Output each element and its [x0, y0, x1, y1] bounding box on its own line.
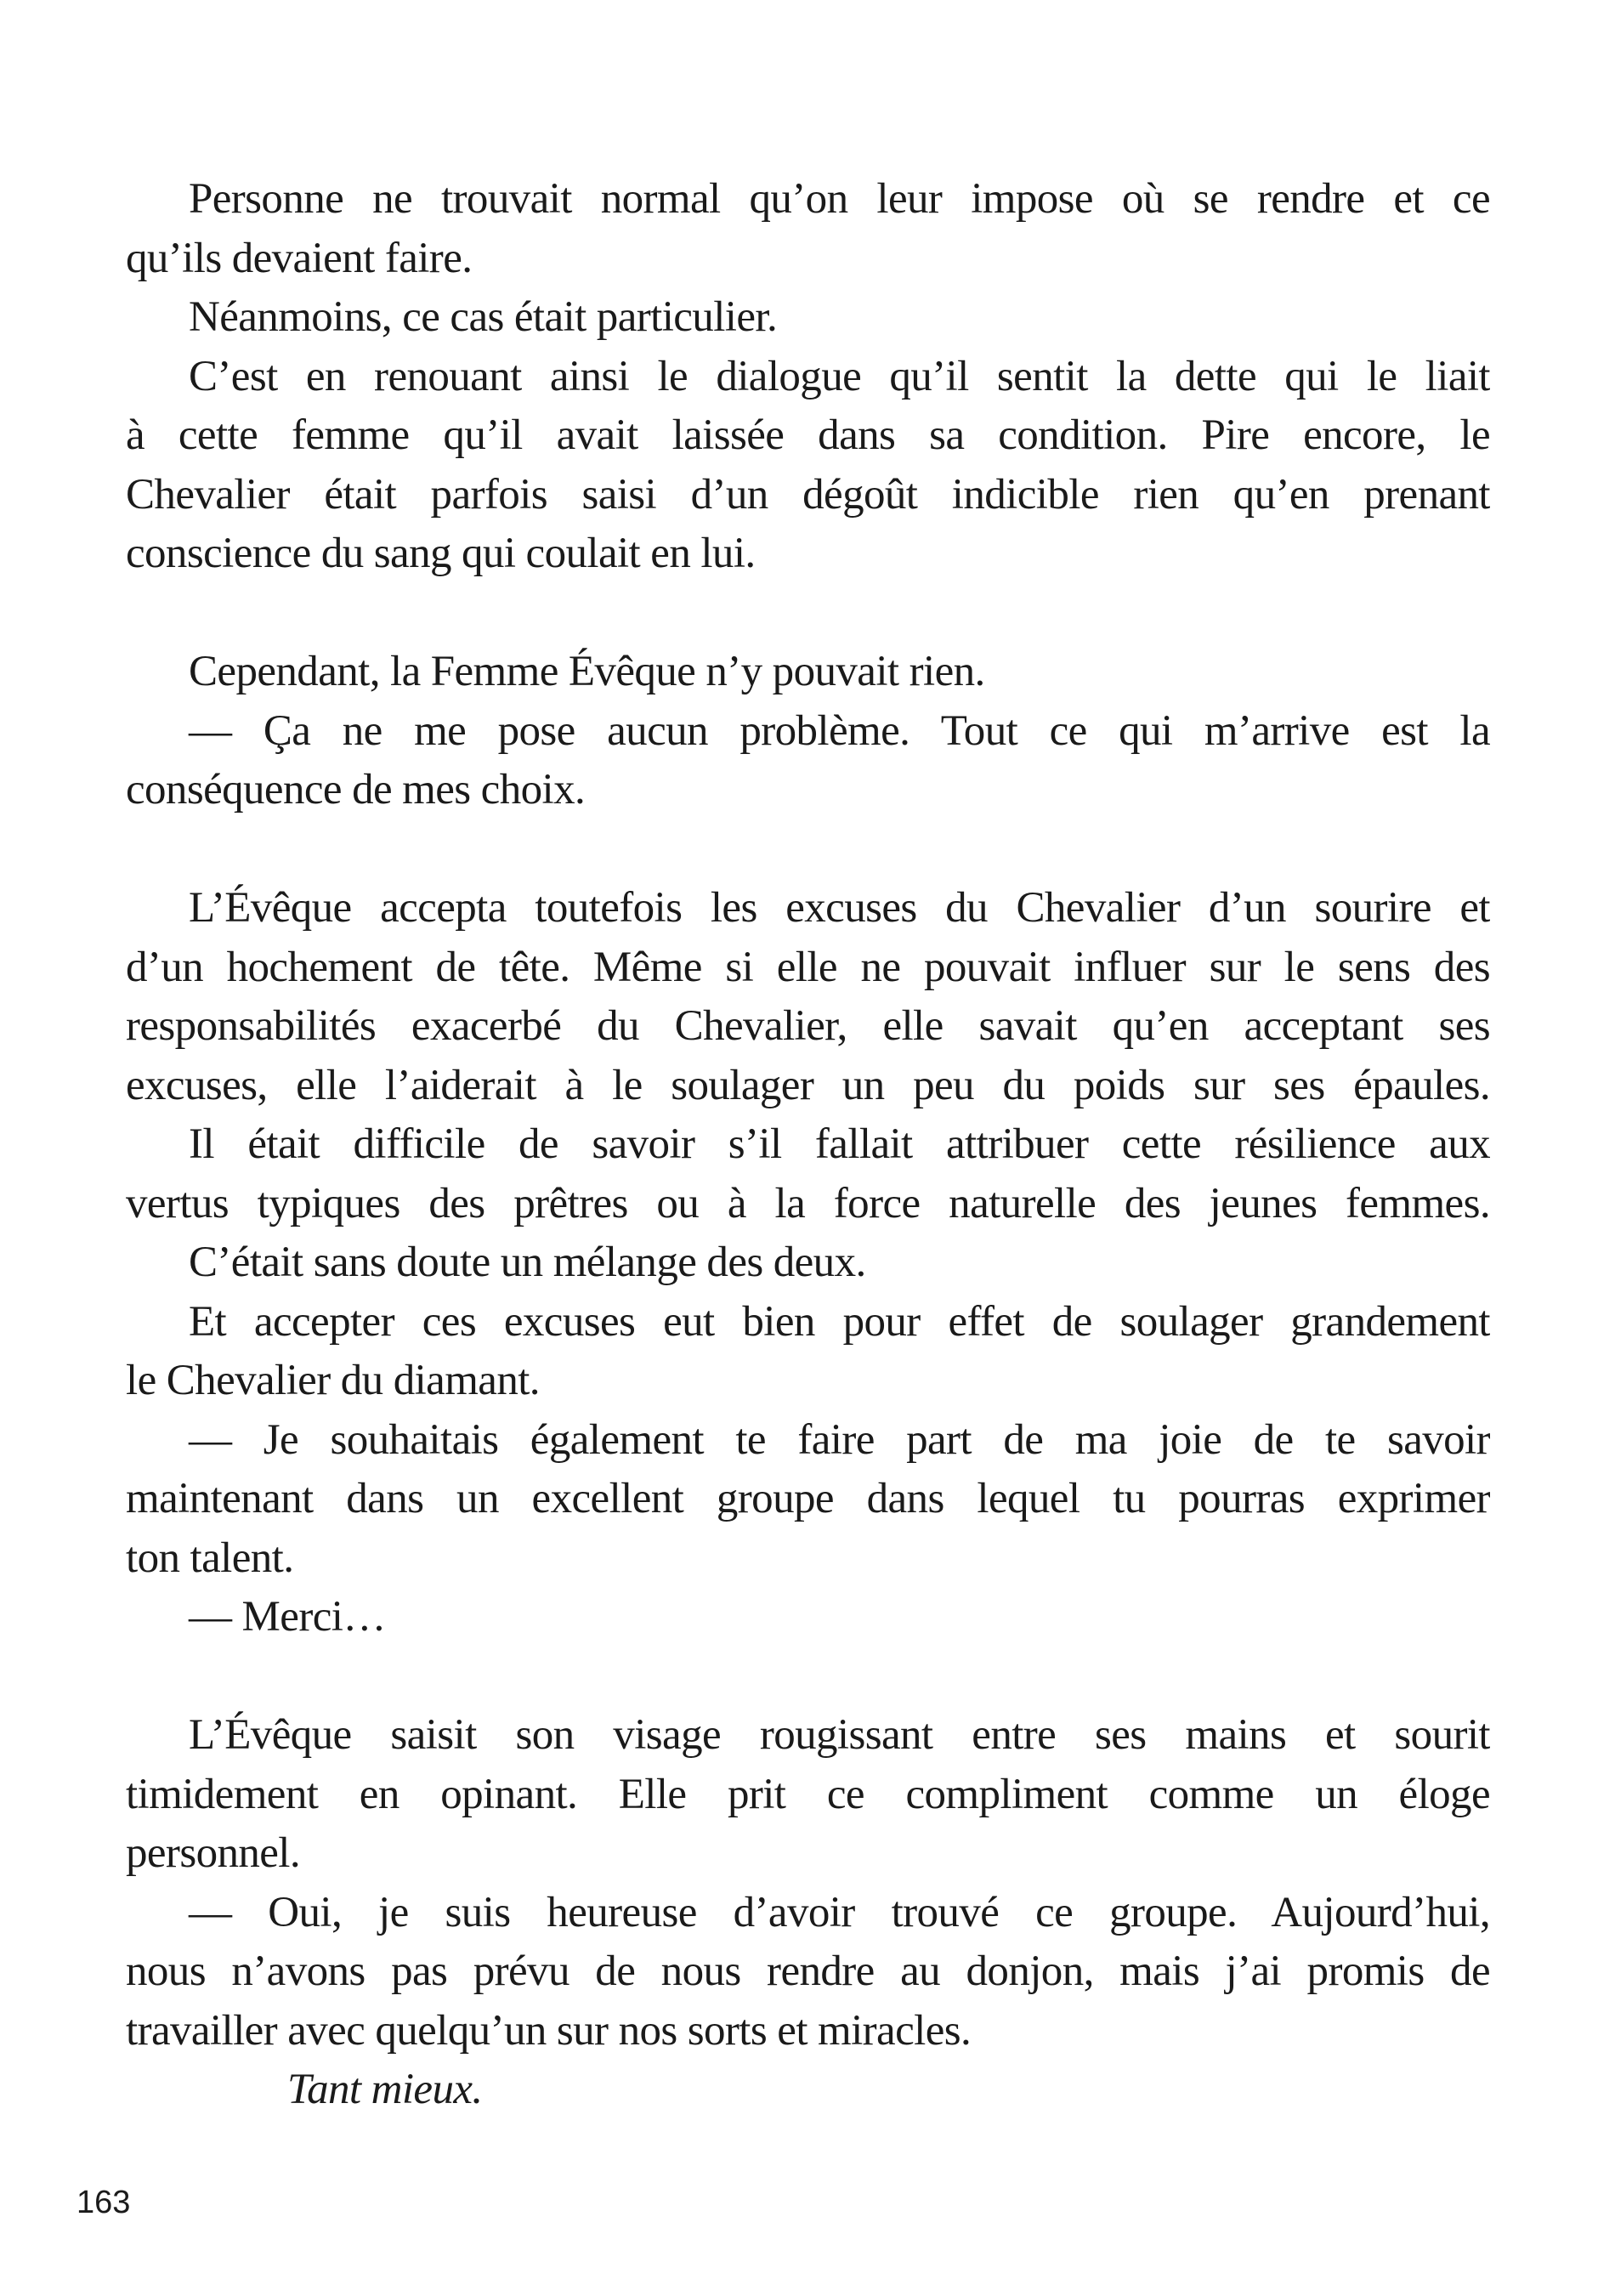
text-line: conséquence de mes choix.: [126, 766, 586, 814]
text-line: excuses, elle l’aiderait à le soulager un peu du poids sur ses épaules.: [126, 1061, 1490, 1109]
paragraph-gap: [126, 584, 1490, 643]
body-text: [126, 170, 1490, 2120]
text-line: le Chevalier du diamant.: [126, 1357, 540, 1404]
text-line: timidement en opinant. Elle prit ce compliment comme un éloge: [126, 1770, 1490, 1818]
text-line: Il était difficile de savoir s’il fallait attribuer cette résilience aux: [189, 1120, 1490, 1168]
text-line: maintenant dans un excellent groupe dans lequel tu pourras exprimer: [126, 1475, 1490, 1522]
text-line: à cette femme qu’il avait laissée dans sa condition. Pire encore, le: [126, 411, 1490, 459]
dialogue-line: — Oui, je suis heureuse d’avoir trouvé ce groupe. Aujourd’hui,: [189, 1888, 1490, 1936]
text-line: vertus typiques des prêtres ou à la force naturelle des jeunes femmes.: [126, 1179, 1490, 1227]
text-line: Cependant, la Femme Évêque n’y pouvait rien.: [189, 648, 985, 695]
text-line: Et accepter ces excuses eut bien pour effet de soulager grandement: [189, 1297, 1490, 1346]
text-line: travailler avec quelqu’un sur nos sorts et miracles.: [126, 2006, 972, 2055]
text-line: d’un hochement de tête. Même si elle ne pouvait influer sur le sens des: [126, 943, 1490, 991]
text-line: C’était sans doute un mélange des deux.: [189, 1239, 866, 1286]
paragraph-gap: [126, 820, 1490, 880]
text-line: Personne ne trouvait normal qu’on leur impose où se rendre et ce: [189, 175, 1490, 223]
text-line: qu’ils devaient faire.: [126, 234, 473, 282]
text-line: C’est en renouant ainsi le dialogue qu’il sentit la dette qui le liait: [189, 352, 1490, 400]
text-line: personnel.: [126, 1829, 301, 1877]
dialogue-line: — Je souhaitais également te faire part de ma joie de te savoir: [189, 1415, 1490, 1464]
text-line: ton talent.: [126, 1534, 294, 1582]
paragraph-gap: [126, 1647, 1490, 1707]
text-line: responsabilités exacerbé du Chevalier, elle savait qu’en acceptant ses: [126, 1002, 1490, 1050]
dialogue-line: — Ça ne me pose aucun problème. Tout ce qui m’arrive est la: [189, 706, 1490, 755]
text-line: L’Évêque accepta toutefois les excuses du Chevalier d’un sourire et: [189, 884, 1490, 932]
text-line: nous n’avons pas prévu de nous rendre au donjon, mais j’ai promis de: [126, 1947, 1490, 1995]
italic-thought-line: Tant mieux.: [287, 2066, 483, 2113]
text-line: Néanmoins, ce cas était particulier.: [189, 293, 778, 341]
text-line: Chevalier était parfois saisi d’un dégoût indicible rien qu’en prenant: [126, 470, 1490, 519]
text-line: conscience du sang qui coulait en lui.: [126, 530, 756, 577]
dialogue-line: — Merci…: [189, 1593, 386, 1641]
text-line: L’Évêque saisit son visage rougissant entre ses mains et sourit: [189, 1711, 1490, 1759]
page-number: 163: [76, 2185, 131, 2220]
